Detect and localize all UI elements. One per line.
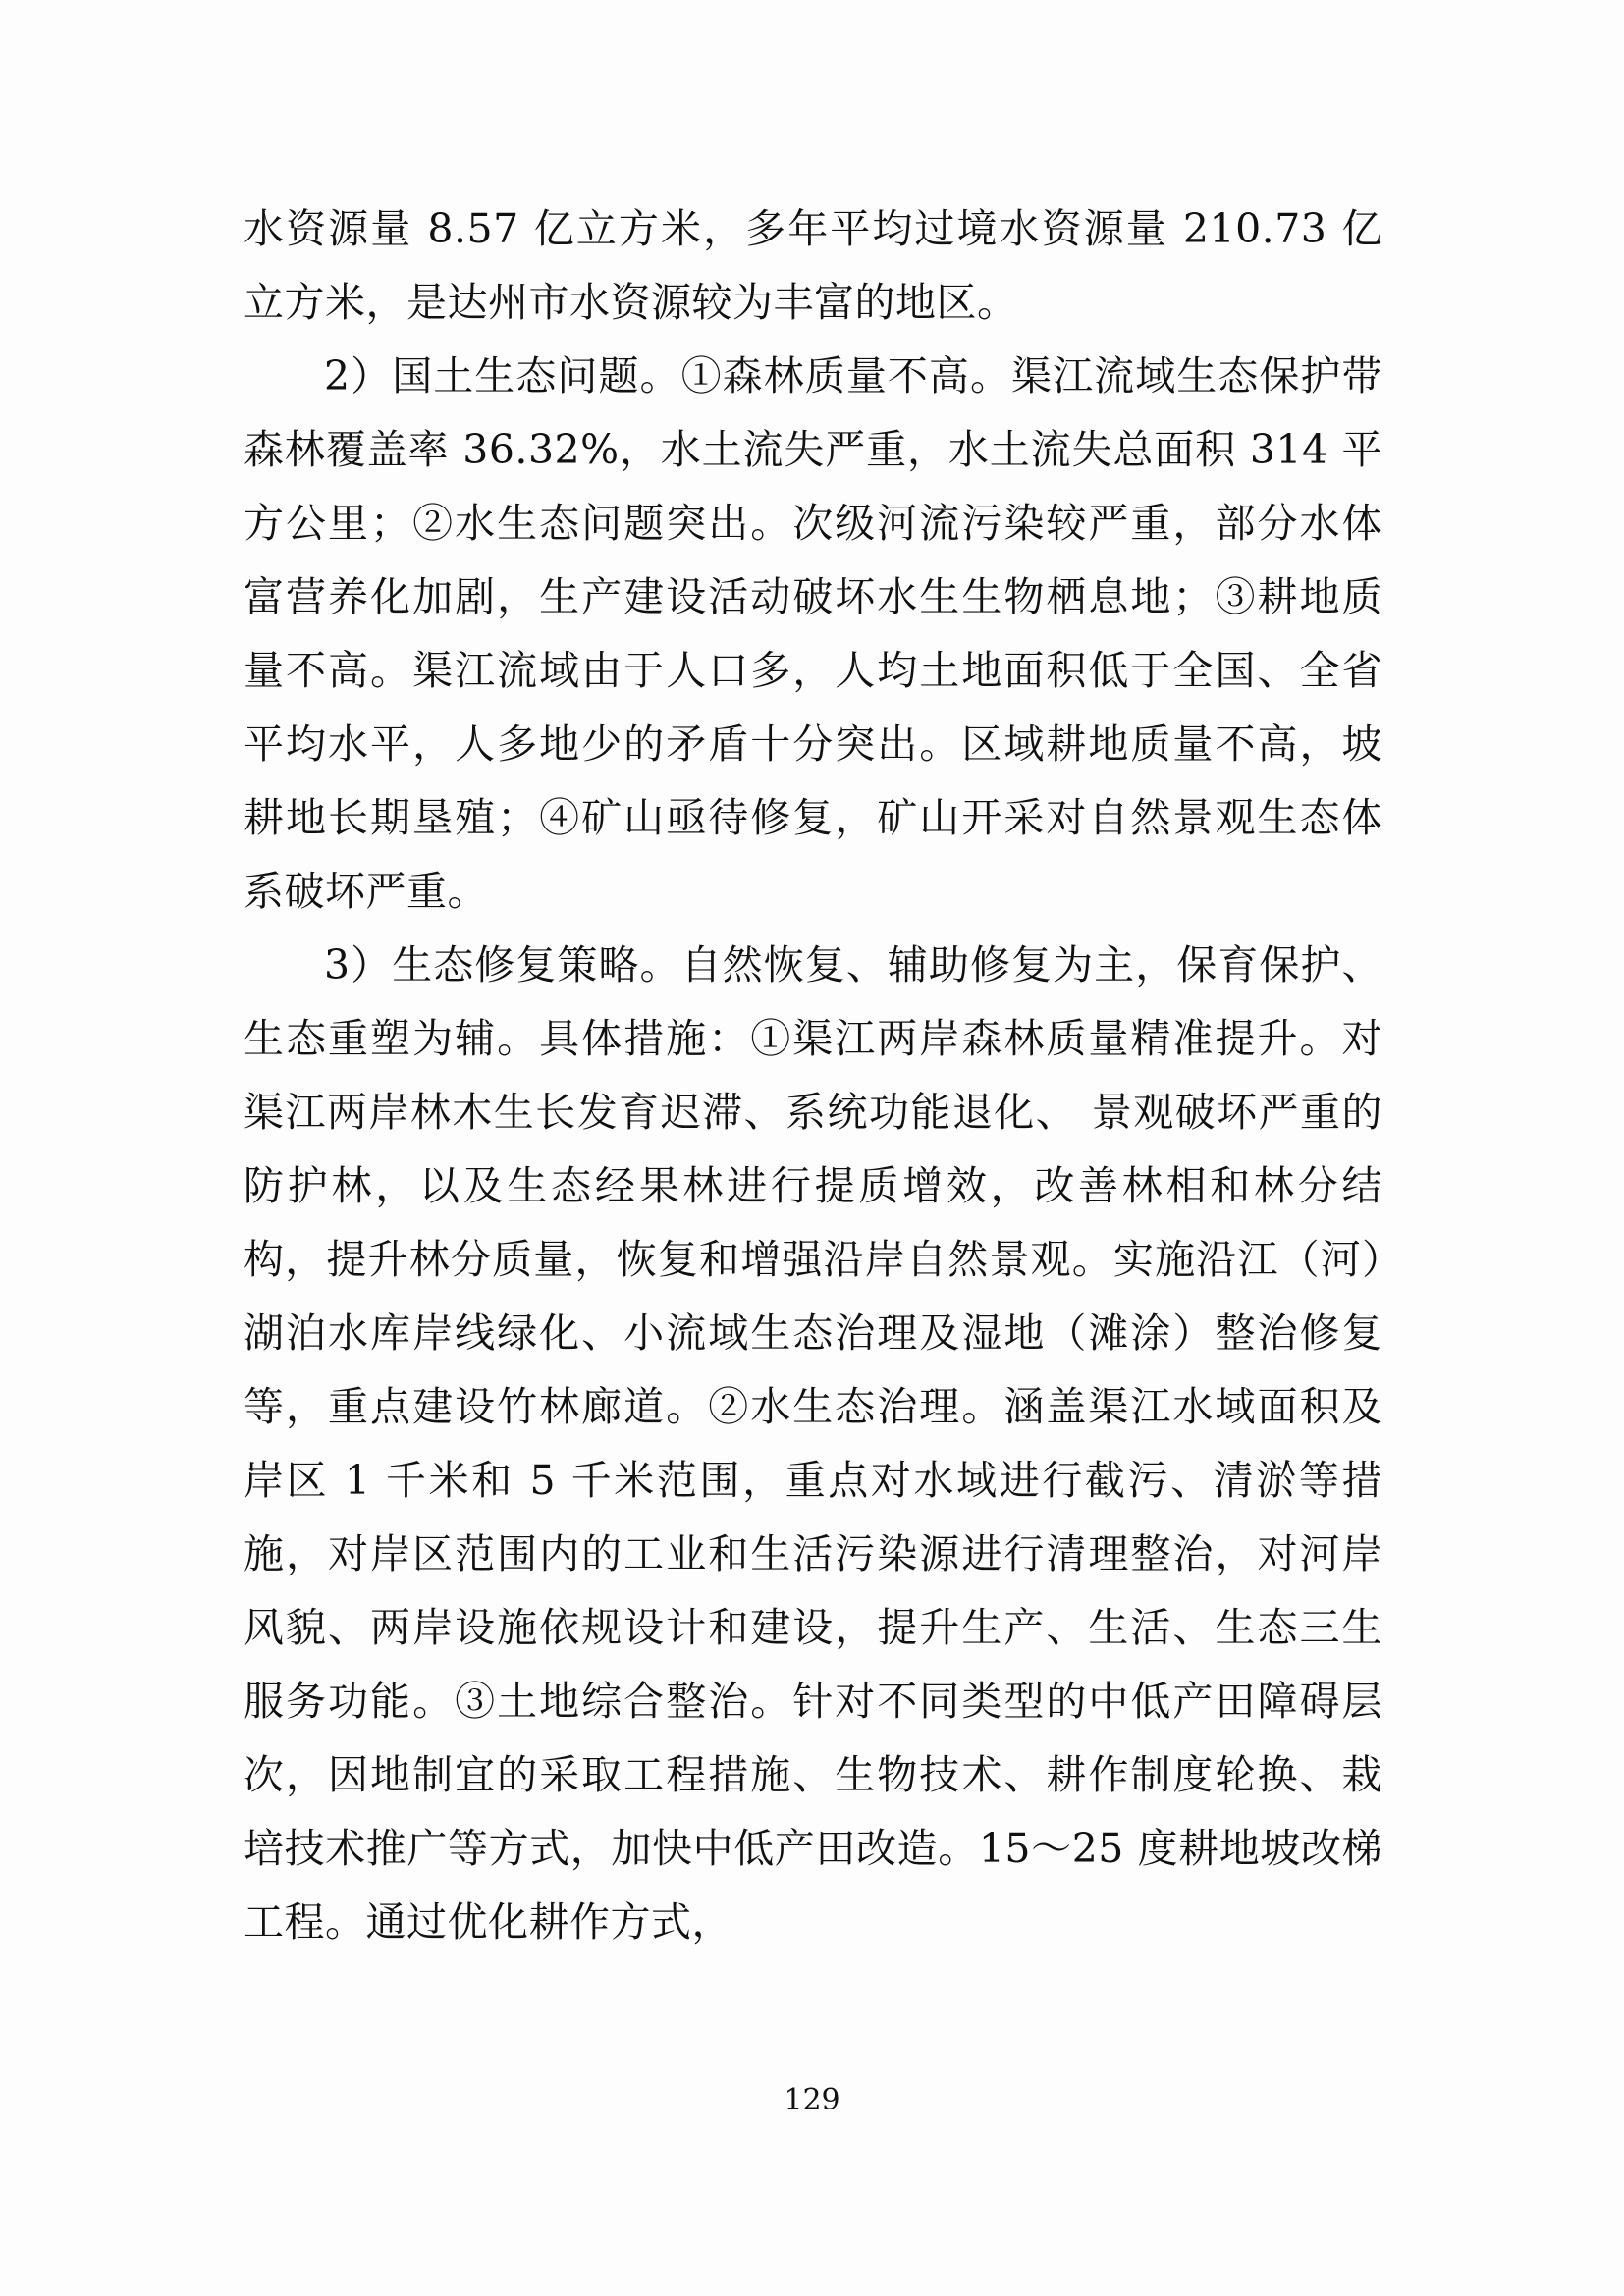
paragraph: 3）生态修复策略。自然恢复、辅助修复为主，保育保护、生态重塑为辅。具体措施：①渠江两岸森林质量精准提升。对渠江两岸林木生长发育迟滞、系统功能退化、 景观破坏严重的防护林，以及生态经果林进行提质增效，改善林相和林分结构，提升林分质量，恢复和增强沿岸自然景观。实施沿江（河）湖泊水库岸线绿化、小流域生态治理及湿地（滩涂）整治修复等，重点建设竹林廊道。②水生态治理。涵盖渠江水域面积及岸区 1 千米和 5 千米范围，重点对水域进行截污、清淤等措施，对岸区范围内的工业和生活污染源进行清理整治，对河岸风貌、两岸设施依规设计和建设，提升生产、生活、生态三生服务功能。③土地综合整治。针对不同类型的中低产田障碍层次，因地制宜的采取工程措施、生物技术、耕作制度轮换、栽培技术推广等方式，加快中低产田改造。15～25 度耕地坡改梯工程。通过优化耕作方式， (244, 941, 1382, 1946)
paragraph: 水资源量 8.57 亿立方米，多年平均过境水资源量 210.73 亿立方米，是达州市水资源较为丰富的地区。 (244, 205, 1382, 326)
page-number: 129 (784, 2083, 840, 2117)
paragraph: 2）国土生态问题。①森林质量不高。渠江流域生态保护带森林覆盖率 36.32%，水土流失严重，水土流失总面积 314 平方公里；②水生态问题突出。次级河流污染较严重，部分水体富营养化加剧，生产建设活动破坏水生生物栖息地；③耕地质量不高。渠江流域由于人口多，人均土地面积低于全国、全省平均水平，人多地少的矛盾十分突出。区域耕地质量不高，坡耕地长期垦殖；④矿山亟待修复，矿山开采对自然景观生态体系破坏严重。 (244, 352, 1382, 915)
page-body (244, 192, 1382, 1959)
